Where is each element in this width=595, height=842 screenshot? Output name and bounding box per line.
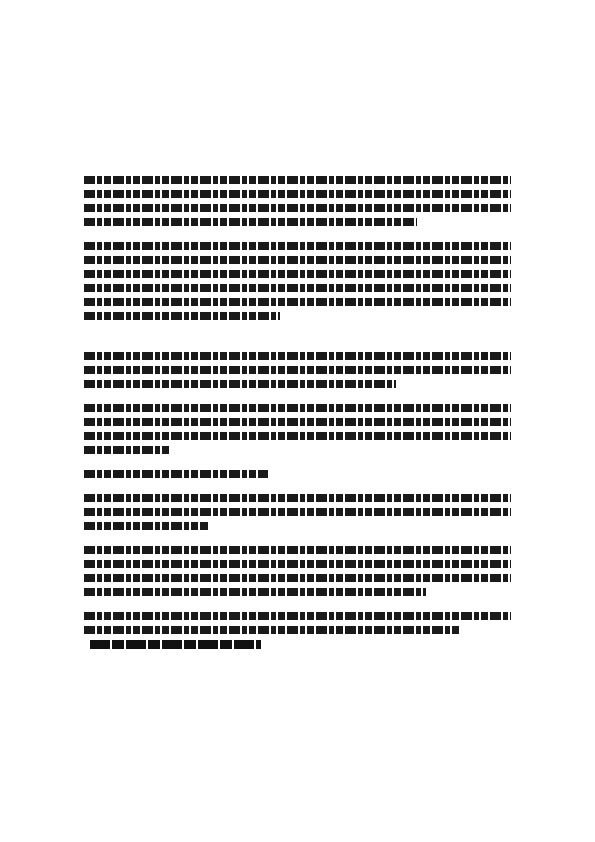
text-line [84, 588, 426, 596]
paragraph [84, 242, 511, 320]
paragraph [84, 404, 511, 454]
paragraph [84, 494, 511, 530]
paragraph [84, 612, 511, 634]
text-line [84, 352, 511, 360]
text-line [84, 626, 460, 634]
text-line [84, 380, 396, 388]
text-line [84, 560, 511, 568]
text-line [84, 446, 169, 454]
text-line [84, 508, 511, 516]
text-line [84, 284, 511, 292]
paragraph [84, 546, 511, 596]
paragraph [84, 176, 511, 226]
text-line [84, 176, 511, 184]
text-line [84, 418, 511, 426]
text-line [84, 242, 511, 250]
text-line [84, 522, 208, 530]
text-line [84, 574, 511, 582]
text-line [84, 298, 511, 306]
text-line [84, 494, 511, 502]
text-line [84, 470, 268, 478]
paragraph [84, 470, 511, 478]
text-line [84, 270, 511, 278]
text-line [84, 218, 417, 226]
text-line [84, 312, 280, 320]
text-line [84, 404, 511, 412]
paragraph [84, 352, 511, 388]
text-line [84, 366, 511, 374]
text-line [84, 190, 511, 198]
text-line [84, 546, 511, 554]
reference-line [90, 640, 261, 649]
text-line [84, 256, 511, 264]
text-line [84, 432, 511, 440]
text-line [84, 612, 511, 620]
document-body [84, 176, 511, 649]
text-line [84, 204, 511, 212]
